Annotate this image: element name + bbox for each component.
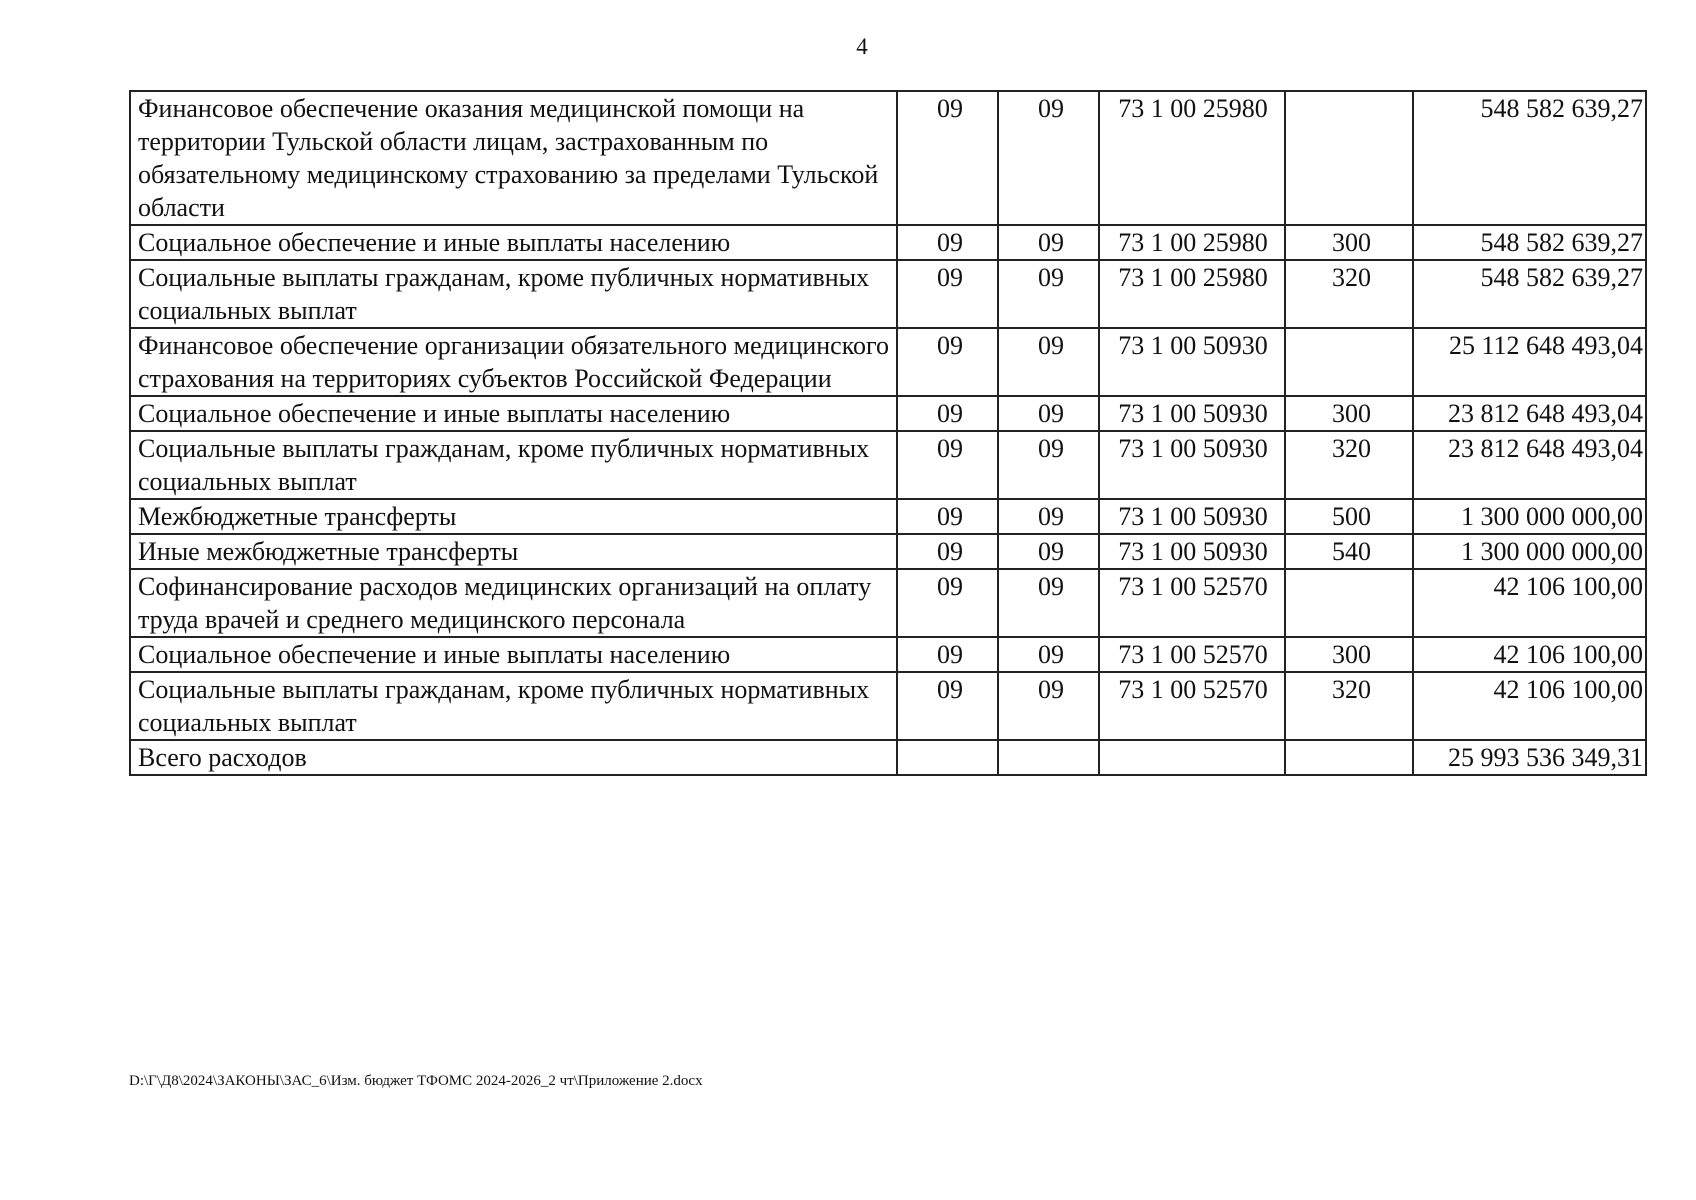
cell-expense-type: 300 <box>1285 396 1413 431</box>
cell-target-article: 73 1 00 52570 <box>1099 569 1285 637</box>
table-row <box>130 740 1646 775</box>
cell-amount: 1 300 000 000,00 <box>1413 499 1646 534</box>
cell-amount: 23 812 648 493,04 <box>1413 431 1646 499</box>
cell-target-article: 73 1 00 52570 <box>1099 672 1285 740</box>
table-row <box>130 637 1646 672</box>
cell-amount: 548 582 639,27 <box>1413 260 1646 328</box>
cell-section: 09 <box>897 328 998 396</box>
cell-target-article <box>1099 740 1285 775</box>
cell-name: Социальное обеспечение и иные выплаты населению <box>130 225 897 260</box>
cell-subsection: 09 <box>998 499 1099 534</box>
cell-expense-type: 320 <box>1285 672 1413 740</box>
cell-expense-type: 540 <box>1285 534 1413 569</box>
cell-name: Всего расходов <box>130 740 897 775</box>
cell-target-article: 73 1 00 50930 <box>1099 396 1285 431</box>
cell-name: Социальные выплаты гражданам, кроме публичных нормативных социальных выплат <box>130 260 897 328</box>
cell-section: 09 <box>897 637 998 672</box>
cell-amount: 42 106 100,00 <box>1413 569 1646 637</box>
cell-name: Социальные выплаты гражданам, кроме публичных нормативных социальных выплат <box>130 431 897 499</box>
cell-section <box>897 740 998 775</box>
cell-target-article: 73 1 00 50930 <box>1099 499 1285 534</box>
cell-expense-type <box>1285 91 1413 225</box>
cell-target-article: 73 1 00 25980 <box>1099 91 1285 225</box>
cell-subsection: 09 <box>998 672 1099 740</box>
footer-file-path: D:\Г\Д8\2024\ЗАКОНЫ\ЗАС_6\Изм. бюджет ТФОМС 2024-2026_2 чт\Приложение 2.docx <box>129 1073 703 1089</box>
cell-expense-type: 300 <box>1285 225 1413 260</box>
cell-section: 09 <box>897 91 998 225</box>
cell-target-article: 73 1 00 52570 <box>1099 637 1285 672</box>
cell-subsection: 09 <box>998 637 1099 672</box>
cell-name: Социальное обеспечение и иные выплаты населению <box>130 396 897 431</box>
table-row <box>130 569 1646 637</box>
cell-amount: 548 582 639,27 <box>1413 225 1646 260</box>
cell-section: 09 <box>897 396 998 431</box>
cell-expense-type <box>1285 569 1413 637</box>
cell-expense-type: 320 <box>1285 431 1413 499</box>
cell-amount: 1 300 000 000,00 <box>1413 534 1646 569</box>
cell-amount: 25 112 648 493,04 <box>1413 328 1646 396</box>
cell-expense-type <box>1285 328 1413 396</box>
cell-expense-type: 320 <box>1285 260 1413 328</box>
table-row <box>130 431 1646 499</box>
cell-amount: 42 106 100,00 <box>1413 672 1646 740</box>
cell-section: 09 <box>897 225 998 260</box>
cell-name: Софинансирование расходов медицинских организаций на оплату труда врачей и среднего медицинского персонала <box>130 569 897 637</box>
budget-table <box>129 90 1647 776</box>
table-row <box>130 672 1646 740</box>
cell-subsection <box>998 740 1099 775</box>
cell-subsection: 09 <box>998 260 1099 328</box>
table-row <box>130 225 1646 260</box>
cell-subsection: 09 <box>998 396 1099 431</box>
cell-target-article: 73 1 00 25980 <box>1099 260 1285 328</box>
cell-name: Социальные выплаты гражданам, кроме публичных нормативных социальных выплат <box>130 672 897 740</box>
table-row <box>130 396 1646 431</box>
cell-name: Финансовое обеспечение организации обязательного медицинского страхования на территориях субъектов Российской Федерации <box>130 328 897 396</box>
cell-name: Иные межбюджетные трансферты <box>130 534 897 569</box>
cell-amount: 25 993 536 349,31 <box>1413 740 1646 775</box>
cell-amount: 42 106 100,00 <box>1413 637 1646 672</box>
table-row <box>130 260 1646 328</box>
table-row <box>130 91 1646 225</box>
cell-subsection: 09 <box>998 569 1099 637</box>
table-row <box>130 328 1646 396</box>
cell-expense-type: 500 <box>1285 499 1413 534</box>
cell-section: 09 <box>897 260 998 328</box>
cell-amount: 23 812 648 493,04 <box>1413 396 1646 431</box>
page-number: 4 <box>856 34 868 59</box>
cell-subsection: 09 <box>998 225 1099 260</box>
cell-target-article: 73 1 00 25980 <box>1099 225 1285 260</box>
budget-table-body <box>130 91 1646 775</box>
cell-name: Межбюджетные трансферты <box>130 499 897 534</box>
cell-section: 09 <box>897 672 998 740</box>
cell-target-article: 73 1 00 50930 <box>1099 328 1285 396</box>
cell-target-article: 73 1 00 50930 <box>1099 534 1285 569</box>
cell-expense-type: 300 <box>1285 637 1413 672</box>
table-row <box>130 534 1646 569</box>
cell-subsection: 09 <box>998 328 1099 396</box>
cell-name: Социальное обеспечение и иные выплаты населению <box>130 637 897 672</box>
cell-amount: 548 582 639,27 <box>1413 91 1646 225</box>
cell-section: 09 <box>897 499 998 534</box>
cell-target-article: 73 1 00 50930 <box>1099 431 1285 499</box>
cell-section: 09 <box>897 534 998 569</box>
cell-section: 09 <box>897 569 998 637</box>
cell-section: 09 <box>897 431 998 499</box>
cell-expense-type <box>1285 740 1413 775</box>
cell-subsection: 09 <box>998 431 1099 499</box>
table-row <box>130 499 1646 534</box>
cell-subsection: 09 <box>998 91 1099 225</box>
cell-subsection: 09 <box>998 534 1099 569</box>
cell-name: Финансовое обеспечение оказания медицинской помощи на территории Тульской области лицам, застрахованным по обязательному медицинскому страхованию за пределами Тульской области <box>130 91 897 225</box>
